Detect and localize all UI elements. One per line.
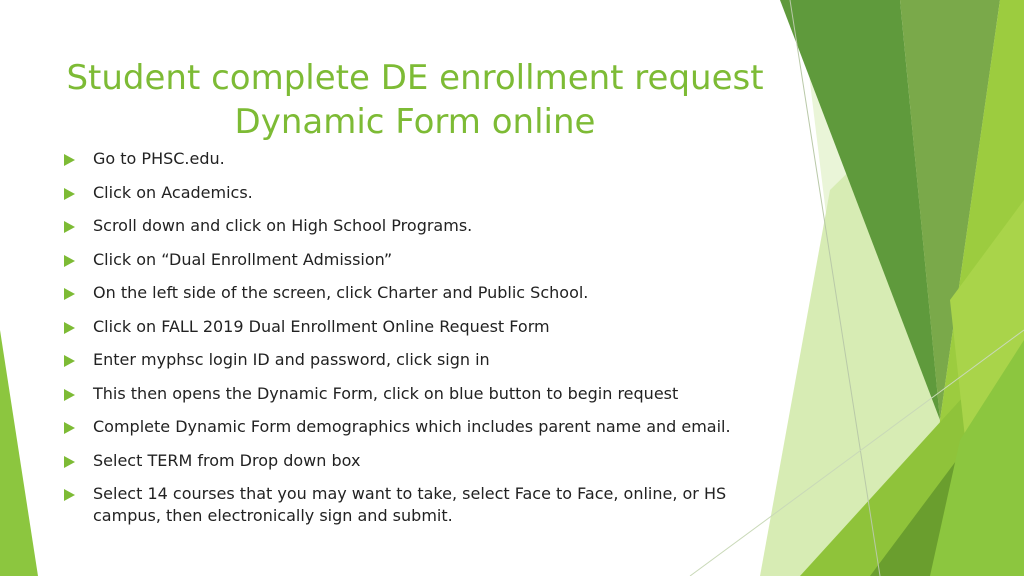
bullet-text: Enter myphsc login ID and password, click sign in xyxy=(93,350,490,369)
triangle-bullet-icon xyxy=(64,154,75,166)
triangle-bullet-icon xyxy=(64,322,75,334)
slide-title xyxy=(40,56,790,144)
bullet-text: Select TERM from Drop down box xyxy=(93,450,361,470)
triangle-bullet-icon xyxy=(64,389,75,401)
triangle-bullet-icon xyxy=(64,221,75,233)
bullet-item xyxy=(64,416,784,438)
triangle-bullet-icon xyxy=(64,288,75,300)
bullet-text: Click on FALL 2019 Dual Enrollment Online Request Form xyxy=(93,316,550,336)
bullet-text: Complete Dynamic Form demographics which includes parent name and email. xyxy=(93,417,731,436)
bullet-item xyxy=(64,282,784,304)
bullet-item xyxy=(64,182,784,204)
bullet-item xyxy=(64,316,784,338)
bullet-item xyxy=(64,215,784,237)
triangle-bullet-icon xyxy=(64,422,75,434)
bullet-text: This then opens the Dynamic Form, click on blue button to begin request xyxy=(93,383,679,403)
bullet-item xyxy=(64,349,784,371)
bullet-item xyxy=(64,450,784,472)
bullet-text: Click on “Dual Enrollment Admission” xyxy=(93,249,393,269)
bullet-text: On the left side of the screen, click Charter and Public School. xyxy=(93,283,589,302)
bullet-text: Click on Academics. xyxy=(93,182,253,202)
facet-left-sliver xyxy=(0,330,38,576)
bullet-item xyxy=(64,249,784,271)
triangle-bullet-icon xyxy=(64,355,75,367)
bullet-item xyxy=(64,148,784,170)
bullet-item xyxy=(64,483,784,527)
triangle-bullet-icon xyxy=(64,188,75,200)
bullet-list xyxy=(64,148,784,539)
triangle-bullet-icon xyxy=(64,255,75,267)
triangle-bullet-icon xyxy=(64,456,75,468)
triangle-bullet-icon xyxy=(64,489,75,501)
slide-title-line-1: Student complete DE enrollment request xyxy=(66,58,764,98)
bullet-text: Scroll down and click on High School Programs. xyxy=(93,216,473,235)
bullet-text: Select 14 courses that you may want to take, select Face to Face, online, or HS campus, then electronically sign and submit. xyxy=(93,484,727,525)
bullet-text: Go to PHSC.edu. xyxy=(93,149,225,168)
bullet-item xyxy=(64,383,784,405)
slide-title-line-2: Dynamic Form online xyxy=(234,102,596,142)
